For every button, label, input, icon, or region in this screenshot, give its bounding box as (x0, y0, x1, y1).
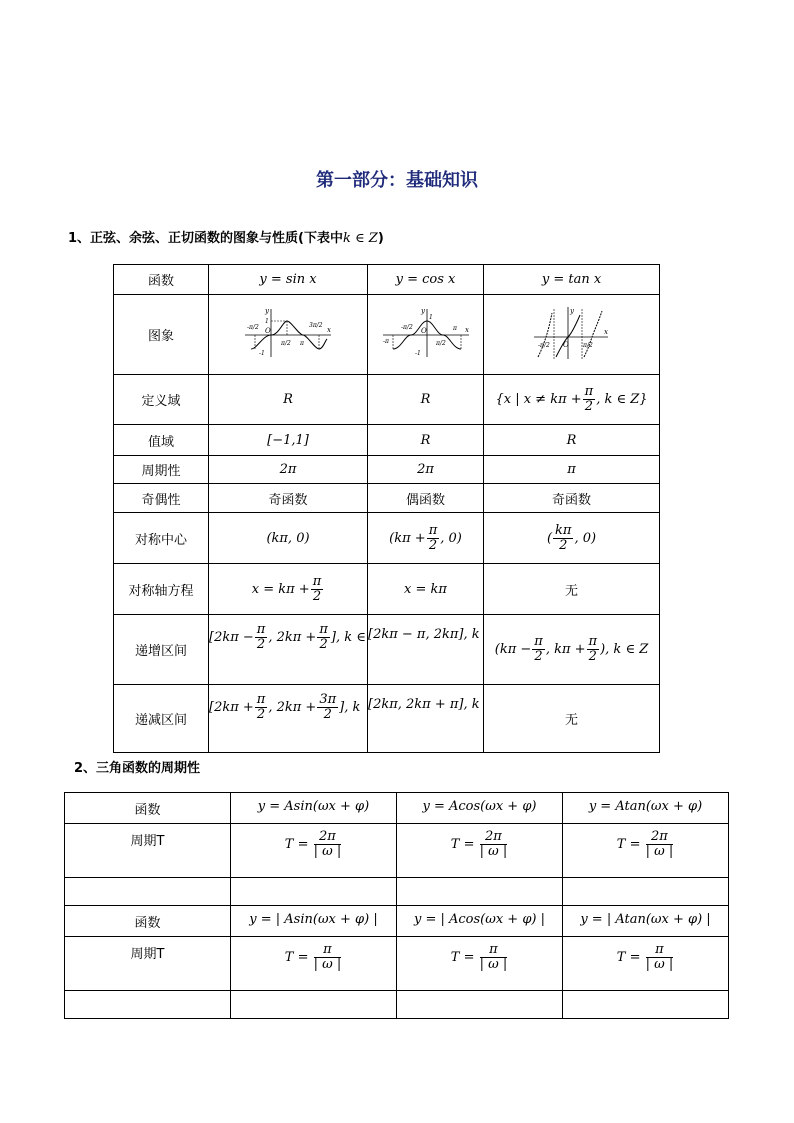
table-row (65, 937, 729, 991)
fraction-denominator: 2 (312, 588, 322, 604)
sin-axis (209, 564, 368, 615)
fraction-denominator: 2 (584, 399, 594, 414)
fraction-numerator: π (480, 943, 508, 958)
sin-tick-pi: π (300, 339, 304, 347)
tan-domain-post: , k ∈ Z} (596, 392, 648, 407)
sin-origin: O (265, 326, 271, 335)
table-row (114, 456, 660, 484)
table-row (65, 824, 729, 878)
fraction-numerator: 3π (319, 692, 337, 707)
cos-tick-1: 1 (428, 313, 433, 321)
fraction-denominator: | ω | (479, 957, 508, 972)
fraction-denominator: 2 (319, 637, 328, 652)
row-label-axis: 对称轴方程 (114, 564, 209, 615)
section2-heading: 2、三角函数的周期性 (74, 761, 201, 776)
sin-axis-x-label: x (327, 325, 331, 334)
header-sin: y = sin x (209, 265, 368, 295)
func-abs-asin: y = | Asin(ωx + φ) | (231, 906, 397, 937)
cos-tick-neg1: -1 (414, 349, 421, 357)
cos-domain: R (368, 375, 484, 425)
cos-parity: 偶函数 (368, 484, 484, 513)
fraction-numerator: π (319, 622, 328, 637)
period-asin (231, 824, 397, 878)
sin-center: (kπ, 0) (209, 513, 368, 564)
empty-cell (397, 991, 563, 1019)
tan-decrease: 无 (484, 685, 660, 753)
fraction (314, 830, 342, 859)
table-row (114, 425, 660, 456)
fraction-denominator: | ω | (645, 957, 674, 972)
table-row (65, 878, 729, 906)
tan-parity: 奇函数 (484, 484, 660, 513)
table-row (114, 295, 660, 375)
expr-part: ], k (339, 700, 361, 715)
empty-cell (65, 991, 231, 1019)
cos-period: 2π (368, 456, 484, 484)
fraction-numerator: π (256, 692, 266, 707)
label-function-b: 函数 (65, 906, 231, 937)
fraction-numerator: π (312, 573, 322, 589)
cos-graph (381, 305, 471, 361)
tan-period: π (484, 456, 660, 484)
empty-cell (397, 878, 563, 906)
func-abs-acos: y = | Acos(ωx + φ) | (397, 906, 563, 937)
fraction-numerator: π (646, 943, 674, 958)
label-period-a: 周期T (65, 824, 231, 878)
table-row (65, 991, 729, 1019)
fraction (427, 524, 440, 553)
table-row (114, 513, 660, 564)
sin-tick-1: 1 (265, 317, 269, 325)
expr-part: , kπ + (545, 642, 586, 657)
fraction (317, 693, 338, 722)
row-label-increase: 递增区间 (114, 615, 209, 685)
tan-range: R (484, 425, 660, 456)
period-atan (563, 824, 729, 878)
expr-part: [2kπ + (209, 700, 254, 715)
section1-heading-text: 1、正弦、余弦、正切函数的图象与性质(下表中 (68, 231, 343, 246)
fraction (255, 693, 268, 722)
cos-origin: O (420, 326, 427, 335)
period-lhs: T = (450, 837, 475, 852)
fraction-numerator: π (534, 634, 543, 649)
fraction-denominator: | ω | (313, 844, 342, 859)
row-label-decrease: 递减区间 (114, 685, 209, 753)
cos-range: R (368, 425, 484, 456)
label-period-b: 周期T (65, 937, 231, 991)
table-row (65, 906, 729, 937)
tan-tick-half-pi: π/2 (582, 341, 593, 349)
sin-decrease (209, 685, 368, 753)
period-lhs: T = (616, 837, 641, 852)
header-cos: y = cos x (368, 265, 484, 295)
func-acos: y = Acos(ωx + φ) (397, 793, 563, 824)
tan-graph-cell (484, 295, 660, 375)
tan-center-post: , 0) (574, 530, 597, 546)
empty-cell (563, 991, 729, 1019)
row-label-center: 对称中心 (114, 513, 209, 564)
cos-axis-x-label: x (464, 325, 469, 334)
table-row (114, 484, 660, 513)
sin-tick-neg-half-pi: -π/2 (247, 323, 259, 331)
row-label-graph: 图象 (114, 295, 209, 375)
fraction (314, 943, 342, 972)
sin-axis-pre: x = kπ + (251, 581, 310, 597)
tan-graph (532, 305, 612, 361)
fraction-denominator: 2 (256, 707, 266, 722)
fraction-denominator: 2 (428, 537, 438, 553)
fraction-numerator: 2π (480, 830, 508, 845)
fraction-numerator: 2π (646, 830, 674, 845)
fraction-denominator: | ω | (479, 844, 508, 859)
table-row (114, 564, 660, 615)
period-abs-atan (563, 937, 729, 991)
sin-axis-y-label: y (265, 306, 269, 315)
section1-heading-math: k ∈ Z (343, 231, 378, 246)
row-label-period: 周期性 (114, 456, 209, 484)
header-tan: y = tan x (484, 265, 660, 295)
table-row (114, 615, 660, 685)
fraction (583, 385, 596, 414)
fraction-denominator: 2 (534, 649, 543, 664)
fraction-numerator: π (428, 522, 438, 538)
label-function-a: 函数 (65, 793, 231, 824)
sin-increase (209, 615, 368, 685)
tan-axis-x-label: x (603, 327, 608, 336)
section1-heading-end: ) (377, 231, 384, 246)
tan-center (484, 513, 660, 564)
row-label-domain: 定义域 (114, 375, 209, 425)
fraction (255, 623, 268, 652)
expr-part: , 2kπ + (268, 630, 317, 645)
row-label-parity: 奇偶性 (114, 484, 209, 513)
func-atan: y = Atan(ωx + φ) (563, 793, 729, 824)
section1-heading (68, 227, 384, 246)
period-abs-acos (397, 937, 563, 991)
expr-part: [2kπ − (209, 630, 254, 645)
fraction (532, 635, 545, 664)
sin-tick-neg1: -1 (259, 349, 265, 357)
empty-cell (231, 991, 397, 1019)
tan-axis: 无 (484, 564, 660, 615)
period-lhs: T = (616, 950, 641, 965)
table-row (114, 265, 660, 295)
empty-cell (65, 878, 231, 906)
func-asin: y = Asin(ωx + φ) (231, 793, 397, 824)
empty-cell (231, 878, 397, 906)
cos-tick-neg-half-pi: -π/2 (400, 323, 413, 331)
fraction-denominator: 2 (588, 649, 597, 664)
cos-tick-half-pi: π/2 (435, 339, 446, 347)
sin-graph (243, 305, 333, 361)
cos-decrease: [2kπ, 2kπ + π], k (368, 685, 484, 753)
expr-part: (kπ − (494, 642, 532, 657)
period-lhs: T = (450, 950, 475, 965)
fraction-numerator: 2π (314, 830, 342, 845)
empty-cell (563, 878, 729, 906)
sin-period: 2π (209, 456, 368, 484)
table-row (114, 375, 660, 425)
fraction (587, 635, 600, 664)
fraction (553, 524, 573, 553)
sin-parity: 奇函数 (209, 484, 368, 513)
fraction (480, 830, 508, 859)
fraction-denominator: 2 (559, 537, 568, 553)
fraction-denominator: | ω | (313, 957, 342, 972)
cos-increase: [2kπ − π, 2kπ], k (368, 615, 484, 685)
sin-range: [−1,1] (209, 425, 368, 456)
sin-domain: R (209, 375, 368, 425)
period-lhs: T = (284, 950, 309, 965)
sin-tick-half-pi: π/2 (281, 339, 291, 347)
sin-tick-3half-pi: 3π/2 (309, 321, 323, 329)
cos-axis: x = kπ (368, 564, 484, 615)
cos-tick-neg-pi: -π (382, 337, 389, 345)
tan-domain-pre: {x | x ≠ kπ + (495, 392, 582, 407)
cos-tick-pi: π (452, 324, 457, 332)
fraction (646, 830, 674, 859)
fraction-numerator: kπ (555, 522, 572, 538)
sin-graph-cell (209, 295, 368, 375)
period-abs-asin (231, 937, 397, 991)
fraction (317, 623, 330, 652)
period-table (64, 792, 729, 1019)
cos-center-post: , 0) (440, 530, 462, 546)
table-row (114, 685, 660, 753)
tan-origin: O (562, 340, 569, 349)
tan-tick-neg-half-pi: -π/2 (537, 341, 550, 349)
period-lhs: T = (284, 837, 309, 852)
tan-axis-y-label: y (569, 306, 574, 315)
tan-increase (484, 615, 660, 685)
expr-part: ), k ∈ Z (600, 642, 649, 657)
fraction-denominator: 2 (323, 707, 332, 722)
cos-center-pre: (kπ + (389, 530, 426, 546)
cos-axis-y-label: y (420, 306, 425, 315)
fraction-numerator: π (314, 943, 342, 958)
fraction-numerator: π (588, 634, 598, 649)
table-row (65, 793, 729, 824)
fraction-numerator: π (256, 622, 266, 637)
cos-graph-cell (368, 295, 484, 375)
fraction (646, 943, 674, 972)
fraction (480, 943, 508, 972)
fraction (311, 575, 324, 604)
period-acos (397, 824, 563, 878)
cos-center (368, 513, 484, 564)
expr-part: , 2kπ + (268, 700, 317, 715)
fraction-denominator: 2 (256, 637, 266, 652)
func-abs-atan: y = | Atan(ωx + φ) | (563, 906, 729, 937)
tan-center-pre: ( (546, 530, 553, 546)
page-title: 第一部分：基础知识 (316, 170, 478, 191)
trig-properties-table (113, 264, 660, 753)
fraction-denominator: | ω | (645, 844, 674, 859)
row-label-range: 值域 (114, 425, 209, 456)
header-label: 函数 (114, 265, 209, 295)
fraction-numerator: π (584, 384, 594, 399)
expr-part: ], k ∈ (330, 630, 366, 645)
tan-domain (484, 375, 660, 425)
